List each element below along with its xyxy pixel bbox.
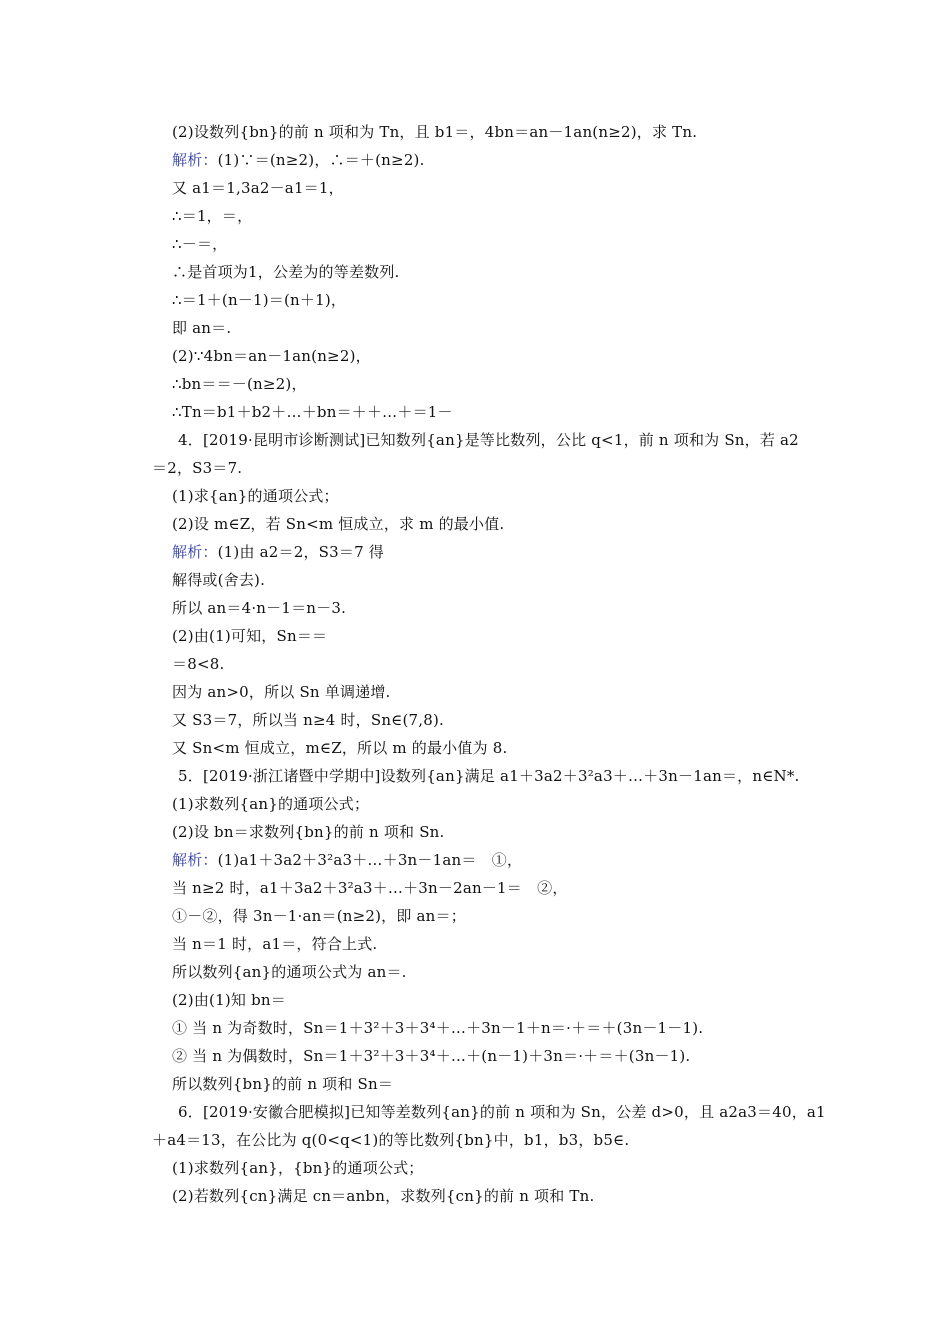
- text-line: [0, 291, 950, 309]
- text-line: [0, 1047, 950, 1065]
- line-text: 因为 an>0，所以 Sn 单调递增.: [172, 683, 391, 701]
- text-line: [0, 739, 950, 757]
- line-text: ∴bn＝＝－(n≥2)，: [172, 375, 307, 393]
- line-text: 又 a1＝1,3a2－a1＝1，: [172, 179, 344, 197]
- text-line: [0, 1019, 950, 1037]
- line-text: (2)由(1)知 bn＝: [172, 991, 286, 1009]
- line-text: (1)求数列{an}，{bn}的通项公式；: [172, 1159, 424, 1177]
- text-line: [0, 627, 950, 645]
- line-text: ∴＝1＋(n－1)＝(n＋1)，: [172, 291, 347, 309]
- line-text: 即 an＝.: [172, 319, 232, 337]
- line-text: 5．[2019·浙江诸暨中学期中]设数列{an}满足 a1＋3a2＋3²a3＋…＋3n－1an＝，n∈N*.: [178, 767, 800, 785]
- line-text: ∴－＝，: [172, 235, 228, 253]
- line-text: (2)∵4bn＝an－1an(n≥2)，: [172, 347, 371, 365]
- line-text: (2)设 bn＝求数列{bn}的前 n 项和 Sn.: [172, 823, 445, 841]
- analysis-label: 解析：: [172, 151, 218, 169]
- question-6-line: [0, 1103, 950, 1121]
- line-text: ＋a4＝13，在公比为 q(0<q<1)的等比数列{bn}中，b1，b3，b5∈.: [152, 1131, 630, 1149]
- text-line: [0, 263, 950, 281]
- line-text: (1)求{an}的通项公式；: [172, 487, 339, 505]
- line-text: 当 n≥2 时，a1＋3a2＋3²a3＋…＋3n－2an－1＝ ②，: [172, 879, 568, 897]
- line-text: 解得或(舍去).: [172, 571, 266, 589]
- line-text: 4．[2019·昆明市诊断测试]已知数列{an}是等比数列，公比 q<1，前 n 项和为 Sn，若 a2: [178, 431, 799, 449]
- line-text: 又 Sn<m 恒成立，m∈Z，所以 m 的最小值为 8.: [172, 739, 508, 757]
- text-line: [0, 207, 950, 225]
- line-text: ∴是首项为1，公差为的等差数列.: [172, 263, 400, 281]
- text-line: [0, 907, 950, 925]
- line-text: (1)a1＋3a2＋3²a3＋…＋3n－1an＝ ①，: [217, 851, 523, 869]
- text-line: [0, 179, 950, 197]
- line-text: ∴Tn＝b1＋b2＋…＋bn＝＋＋…＋＝1－: [172, 403, 453, 421]
- analysis-label: 解析：: [172, 851, 218, 869]
- analysis-label: 解析：: [172, 543, 218, 561]
- line-text: (2)设数列{bn}的前 n 项和为 Tn，且 b1＝，4bn＝an－1an(n≥2)，求 Tn.: [172, 123, 698, 141]
- text-line: [0, 935, 950, 953]
- line-text: 所以 an＝4·n－1＝n－3.: [172, 599, 347, 617]
- line-text: ＝8<8.: [172, 655, 225, 673]
- text-line: [0, 683, 950, 701]
- text-line: [0, 823, 950, 841]
- line-text: ② 当 n 为偶数时，Sn＝1＋3²＋3＋3⁴＋…＋(n－1)＋3n＝·＋＝＋(3n－1).: [172, 1047, 691, 1065]
- line-text: ①－②，得 3n－1·an＝(n≥2)，即 an＝；: [172, 907, 466, 925]
- text-line: [0, 319, 950, 337]
- text-line: [0, 711, 950, 729]
- line-text: (1)∵＝(n≥2)，∴＝＋(n≥2).: [217, 151, 425, 169]
- text-line: [0, 403, 950, 421]
- line-text: (2)由(1)可知，Sn＝＝: [172, 627, 328, 645]
- text-line: [0, 347, 950, 365]
- line-text: (1)求数列{an}的通项公式；: [172, 795, 370, 813]
- line-text: 所以数列{bn}的前 n 项和 Sn＝: [172, 1075, 394, 1093]
- line-text: ① 当 n 为奇数时，Sn＝1＋3²＋3＋3⁴＋…＋3n－1＋n＝·＋＝＋(3n－1－1).: [172, 1019, 704, 1037]
- text-line: [0, 599, 950, 617]
- text-line: [0, 1131, 950, 1149]
- line-text: ＝2，S3＝7.: [152, 459, 243, 477]
- text-line: [0, 375, 950, 393]
- line-text: 当 n＝1 时，a1＝，符合上式.: [172, 935, 378, 953]
- text-line: [0, 851, 950, 869]
- text-line: [0, 1075, 950, 1093]
- line-text: ∴＝1，＝，: [172, 207, 253, 225]
- line-text: 6．[2019·安徽合肥模拟]已知等差数列{an}的前 n 项和为 Sn，公差 d>0，且 a2a3＝40，a1: [178, 1103, 826, 1121]
- text-line: [0, 123, 950, 141]
- text-line: [0, 655, 950, 673]
- line-text: 又 S3＝7，所以当 n≥4 时，Sn∈(7,8).: [172, 711, 445, 729]
- line-text: (2)若数列{cn}满足 cn＝anbn，求数列{cn}的前 n 项和 Tn.: [172, 1187, 595, 1205]
- text-line: [0, 515, 950, 533]
- text-line: [0, 487, 950, 505]
- text-line: [0, 459, 950, 477]
- text-line: [0, 991, 950, 1009]
- text-line: [0, 151, 950, 169]
- text-line: [0, 963, 950, 981]
- question-4-line: [0, 431, 950, 449]
- text-line: [0, 1187, 950, 1205]
- text-line: [0, 543, 950, 561]
- line-text: (2)设 m∈Z，若 Sn<m 恒成立，求 m 的最小值.: [172, 515, 505, 533]
- text-line: [0, 235, 950, 253]
- text-line: [0, 1159, 950, 1177]
- text-line: [0, 879, 950, 897]
- text-line: [0, 571, 950, 589]
- text-line: [0, 795, 950, 813]
- question-5-line: [0, 767, 950, 785]
- line-text: 所以数列{an}的通项公式为 an＝.: [172, 963, 407, 981]
- line-text: (1)由 a2＝2，S3＝7 得: [217, 543, 384, 561]
